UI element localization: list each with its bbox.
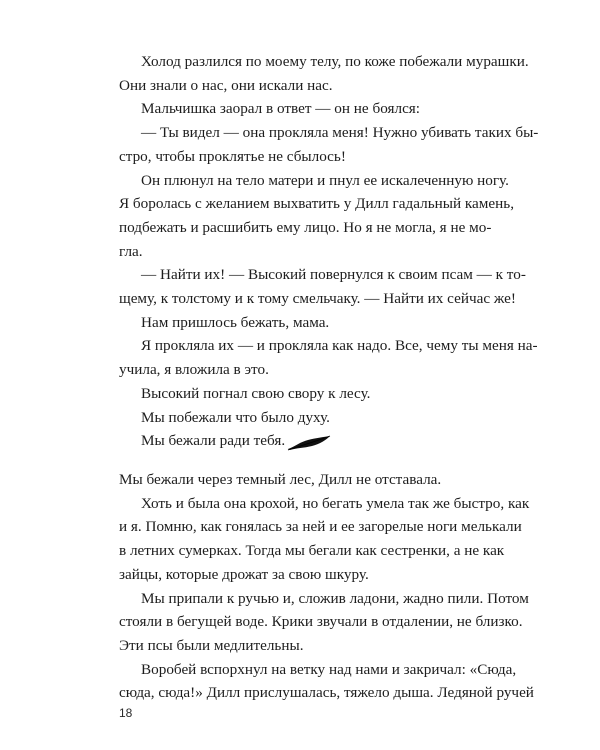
text-line: Эти псы были медлительны. (119, 636, 304, 654)
text-line: гла. (119, 242, 143, 260)
text-line: Мальчишка заорал в ответ — он не боялся: (141, 100, 421, 118)
text-line: Нам пришлось бежать, мама. (141, 313, 330, 331)
text-line: подбежать и расшибить ему лицо. Но я не могла, я не мо- (119, 218, 492, 236)
text-line: Высокий погнал свою свору к лесу. (141, 384, 371, 402)
text-line: в летних сумерках. Тогда мы бегали как сестренки, а не как (119, 542, 505, 560)
text-line: Мы побежали что было духу. (141, 408, 330, 426)
text-line: Они знали о нас, они искали нас. (119, 76, 333, 94)
text-line: Хоть и была она крохой, но бегать умела так же быстро, как (141, 494, 530, 512)
feather-icon (286, 434, 332, 452)
text-line: Я прокляла их — и прокляла как надо. Все, чему ты меня на- (141, 337, 538, 355)
text-line: — Найти их! — Высокий повернулся к своим псам — к то- (141, 266, 526, 284)
text-line: учила, я вложила в это. (119, 361, 269, 379)
text-line: Я боролась с желанием выхватить у Дилл гадальный камень, (119, 195, 514, 213)
text-line: щему, к толстому и к тому смельчаку. — Найти их сейчас же! (119, 290, 516, 307)
text-line: стро, чтобы проклятье не сбылось! (119, 147, 346, 165)
text-line: — Ты видел — она прокляла меня! Нужно убивать таких бы- (141, 124, 539, 142)
text-line: Мы бежали ради тебя. (141, 432, 286, 450)
text-line: Он плюнул на тело матери и пнул ее искалеченную ногу. (141, 171, 509, 189)
text-line: стояли в бегущей воде. Крики звучали в отдалении, не близко. (119, 613, 523, 631)
text-line: Мы припали к ручью и, сложив ладони, жадно пили. Потом (141, 589, 529, 607)
text-line: Воробей вспорхнул на ветку над нами и закричал: «Сюда, (141, 660, 517, 678)
page-number: 18 (119, 706, 133, 720)
text-line: и я. Помню, как гонялась за ней и ее загорелые ноги мелькали (119, 518, 522, 536)
text-line: зайцы, которые дрожат за свою шкуру. (119, 565, 369, 583)
text-line: Холод разлился по моему телу, по коже побежали мурашки. (141, 53, 529, 70)
text-line: Мы бежали через темный лес, Дилл не отставала. (119, 471, 442, 488)
text-line: сюда, сюда!» Дилл прислушалась, тяжело дыша. Ледяной ручей (119, 684, 534, 702)
